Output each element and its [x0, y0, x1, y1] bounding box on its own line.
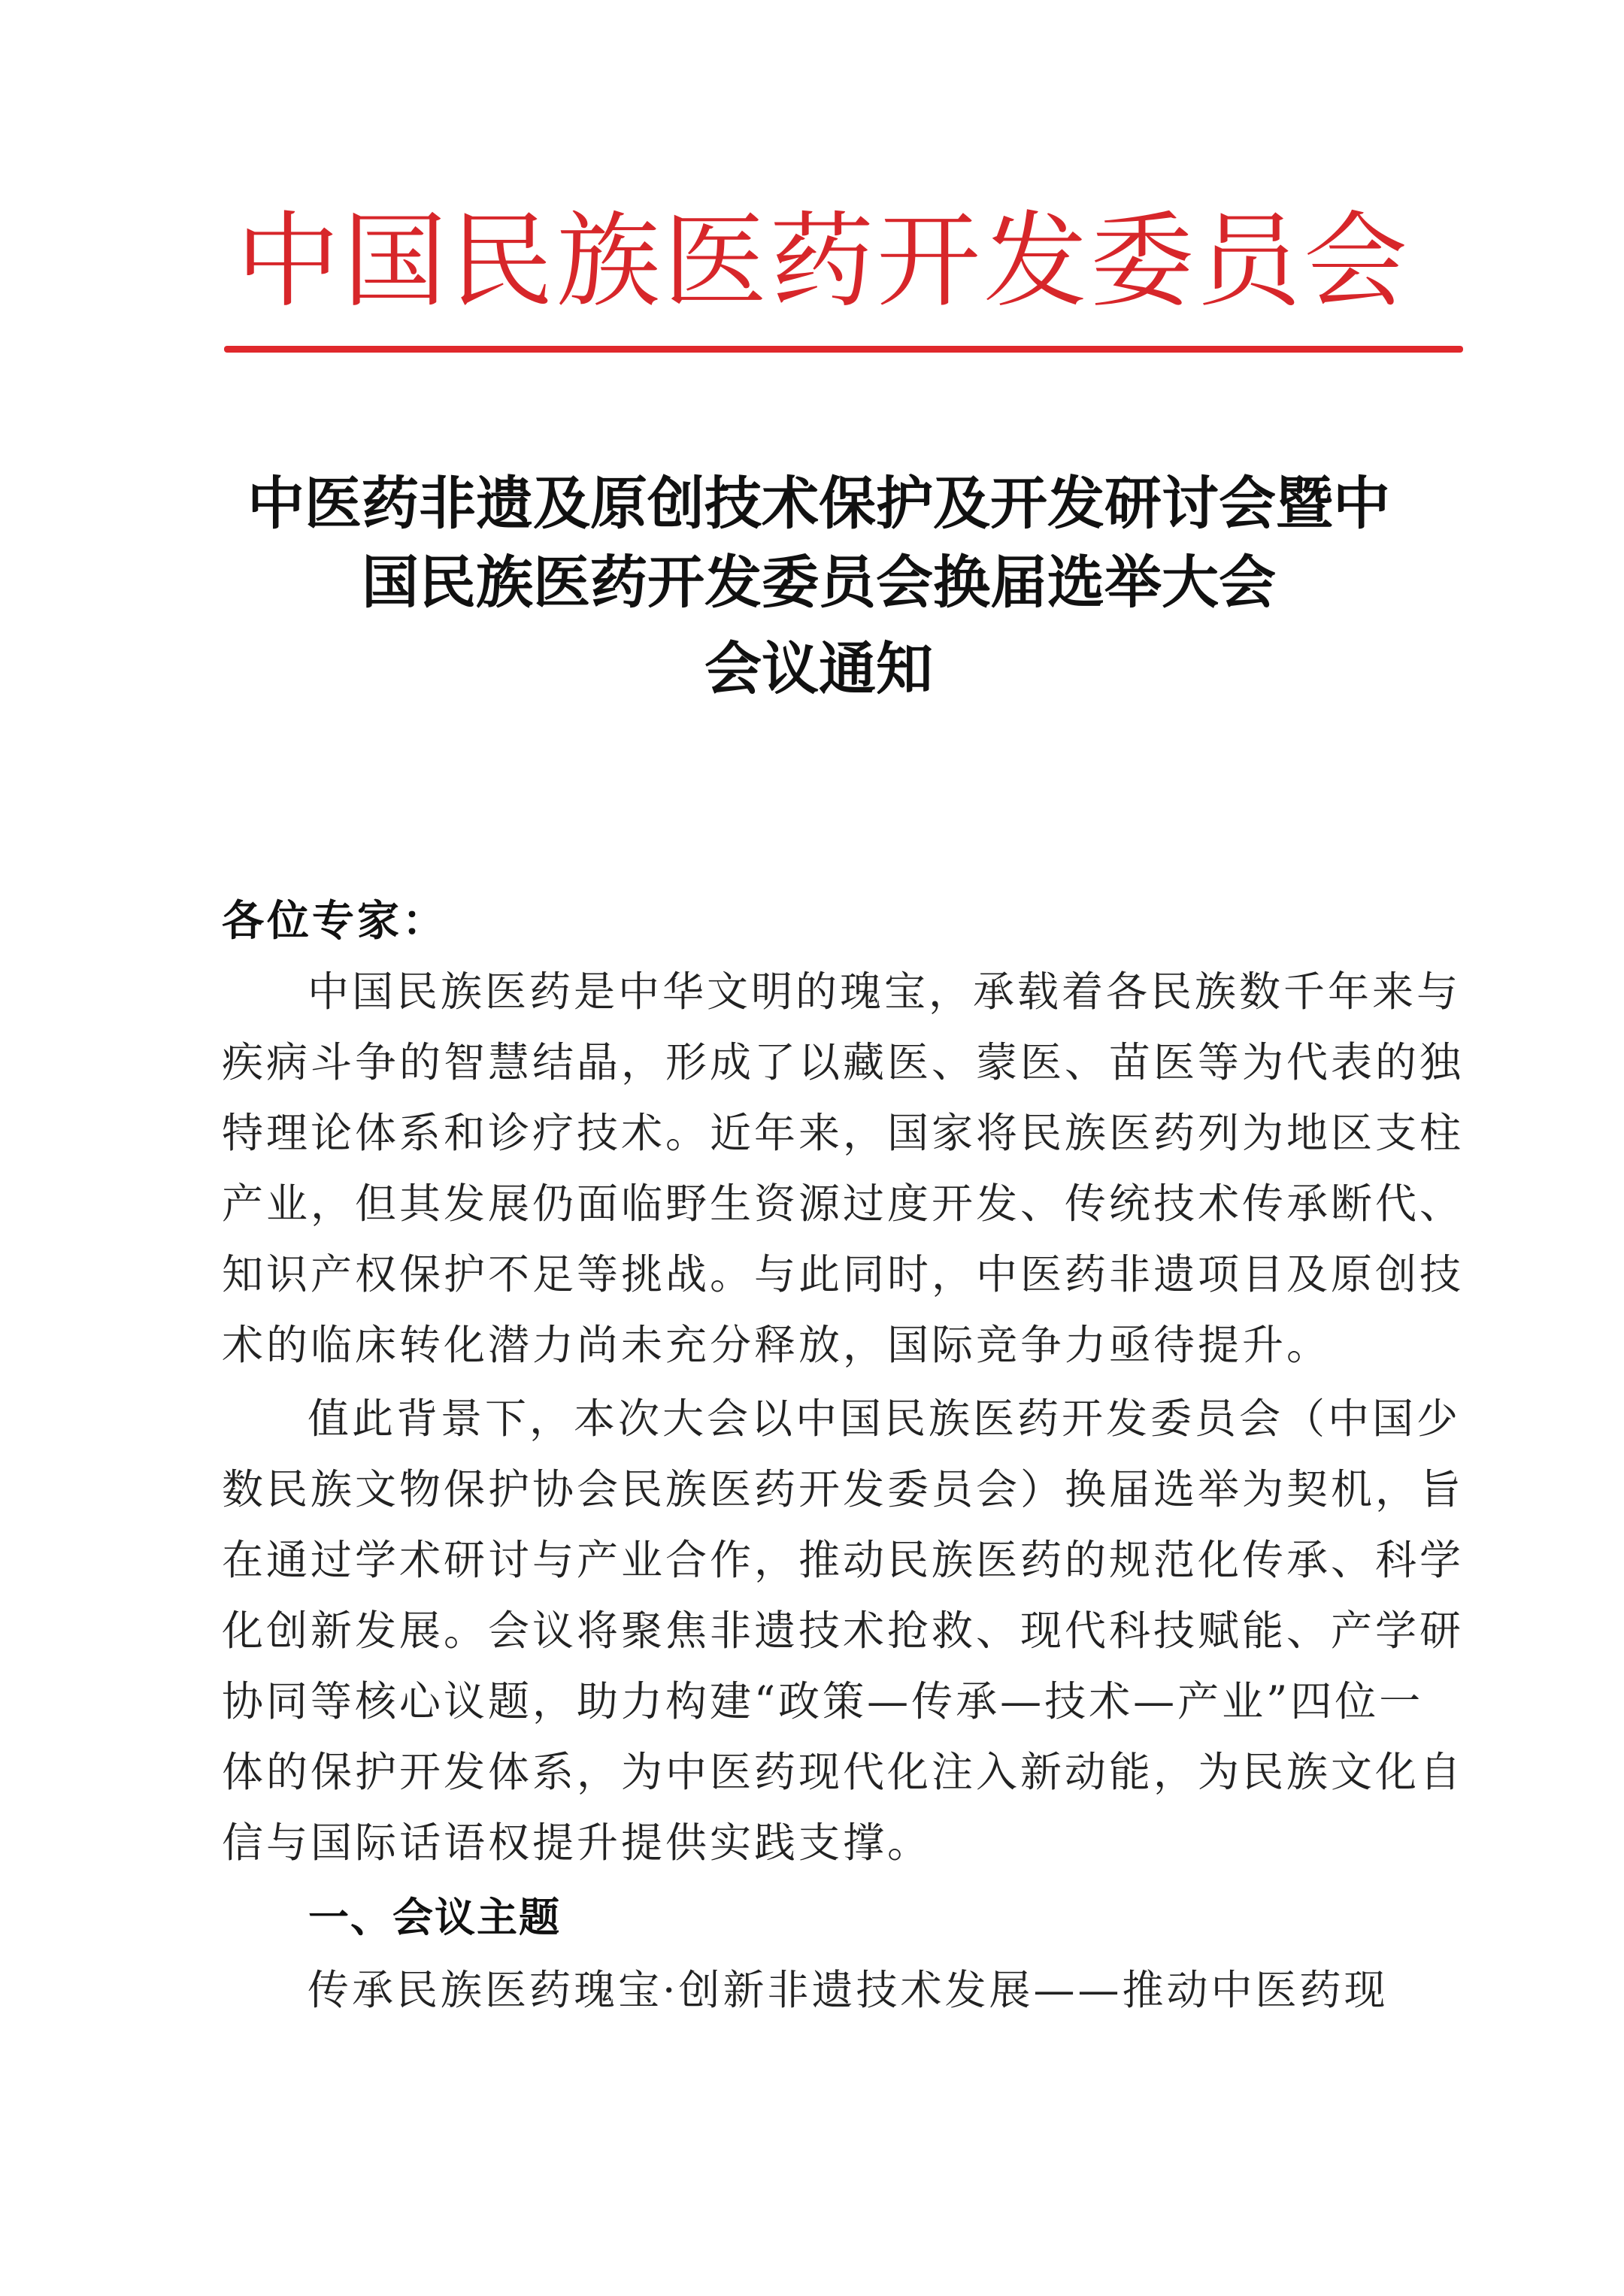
section-1-heading: 一、会议主题	[308, 1894, 561, 1941]
notice-title-line-1: 中医药非遗及原创技术保护及开发研讨会暨中	[247, 470, 1390, 537]
notice-title-line-3: 会议通知	[704, 635, 933, 702]
paragraph-2-line: 数民族文物保护协会民族医药开发委员会）换届选举为契机，旨	[222, 1465, 1465, 1513]
paragraph-1-line: 知识产权保护不足等挑战。与此同时，中医药非遗项目及原创技	[222, 1250, 1465, 1298]
paragraph-1-line: 特理论体系和诊疗技术。近年来，国家将民族医药列为地区支柱	[222, 1109, 1465, 1157]
paragraph-1-line: 疾病斗争的智慧结晶，形成了以藏医、蒙医、苗医等为代表的独	[222, 1038, 1465, 1086]
paragraph-1-line: 术的临床转化潜力尚未充分释放，国际竞争力亟待提升。	[222, 1321, 1332, 1369]
paragraph-1-line: 产业，但其发展仍面临野生资源过度开发、传统技术传承断代、	[222, 1180, 1465, 1228]
paragraph-2-line: 值此背景下，本次大会以中国民族医药开发委员会（中国少	[308, 1395, 1462, 1443]
paragraph-2-line: 体的保护开发体系，为中医药现代化注入新动能，为民族文化自	[222, 1748, 1465, 1796]
paragraph-2-line: 协同等核心议题，助力构建“政策—传承—技术—产业”四位一	[222, 1677, 1424, 1725]
notice-title-line-2: 国民族医药开发委员会换届选举大会	[362, 549, 1276, 616]
paragraph-2-line: 在通过学术研讨与产业合作，推动民族医药的规范化传承、科学	[222, 1536, 1465, 1584]
paragraph-2-line: 化创新发展。会议将聚焦非遗技术抢救、现代科技赋能、产学研	[222, 1607, 1465, 1655]
paragraph-1-line: 中国民族医药是中华文明的瑰宝，承载着各民族数千年来与	[308, 968, 1462, 1016]
masthead-red-rule	[224, 346, 1463, 353]
salutation: 各位专家：	[222, 896, 447, 946]
section-1-line: 传承民族医药瑰宝·创新非遗技术发展——推动中医药现	[308, 1966, 1389, 2014]
paragraph-2-line: 信与国际话语权提升提供实践支撑。	[222, 1819, 932, 1867]
masthead-org-name: 中国民族医药开发委员会	[235, 201, 1410, 322]
